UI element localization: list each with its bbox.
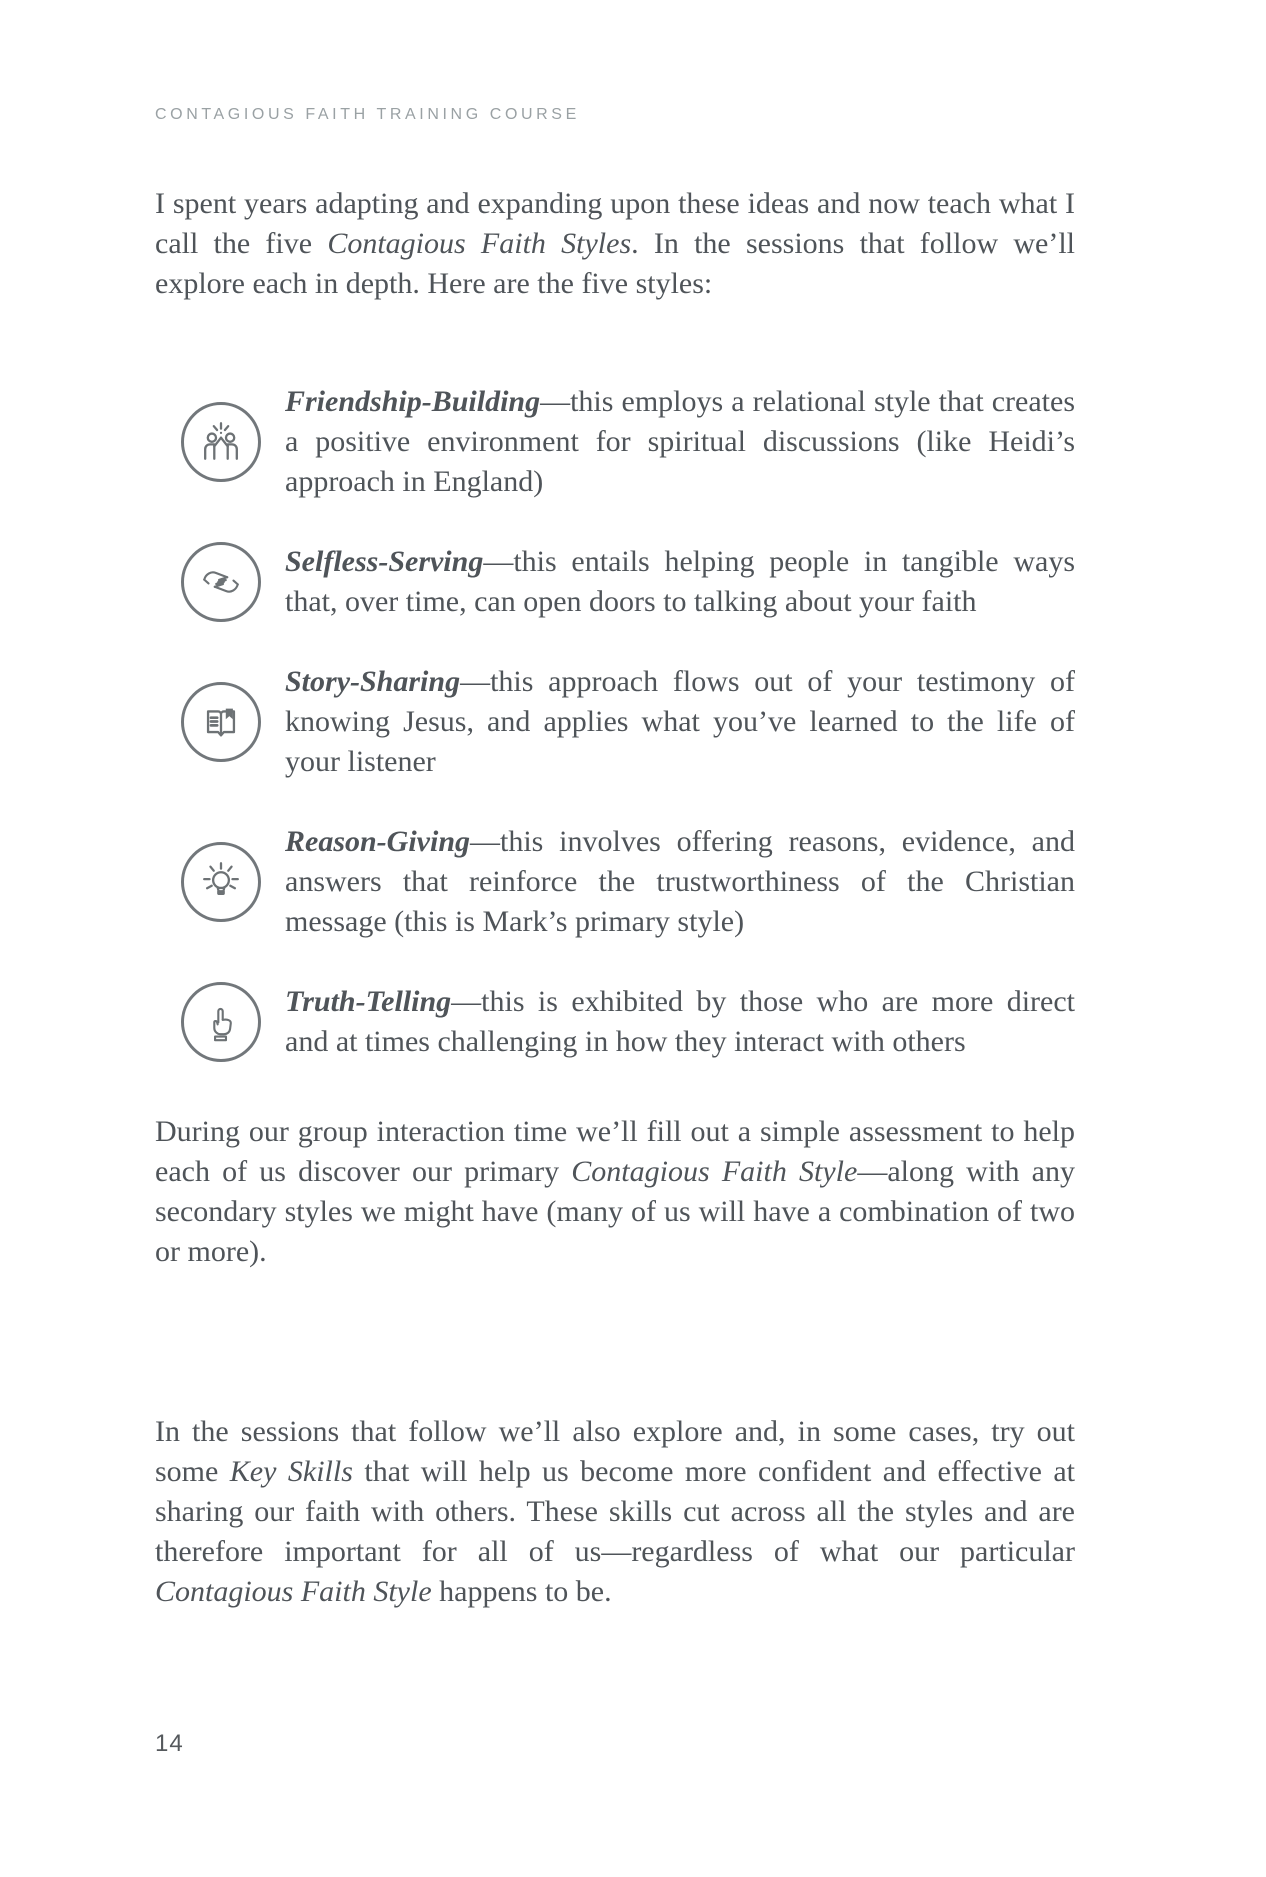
icon-circle <box>181 842 261 922</box>
list-item <box>155 822 1075 942</box>
para-seg: that will help us become more confident and effective at sharing our faith with others. These skills cut across all the styles and are therefore important for all of us—regardless of what our particular <box>155 1455 1076 1568</box>
page-number: 14 <box>155 1730 184 1757</box>
style-term: Friendship-Building <box>285 385 541 418</box>
para-seg: During our group interaction time we’ll fill out a simple assessment to help each of us discover our primary <box>155 1115 1075 1188</box>
italic-phrase: Contagious Faith Style <box>155 1575 432 1608</box>
lightbulb-rays-icon <box>198 859 244 905</box>
style-desc-text: —this employs a relational style that creates a positive environment for spiritual discussions (like Heidi’s approach in England) <box>285 385 1075 498</box>
styles-list <box>155 382 1075 1062</box>
helping-hands-icon <box>198 559 244 605</box>
style-term: Truth-Telling <box>285 985 452 1018</box>
pointing-hand-icon <box>198 999 244 1045</box>
style-description <box>285 382 1075 502</box>
key-skills-paragraph <box>155 1412 1075 1612</box>
list-item <box>155 382 1075 502</box>
para-seg: happens to be. <box>431 1575 612 1608</box>
icon-circle <box>181 402 261 482</box>
italic-phrase: Contagious Faith Styles <box>327 227 632 260</box>
style-desc-text: —this approach flows out of your testimony of knowing Jesus, and applies what you’ve learned to the life of your listener <box>285 665 1075 778</box>
style-icon-column <box>155 682 285 762</box>
list-item <box>155 662 1075 782</box>
intro-paragraph <box>155 184 1075 304</box>
style-desc-text: —this involves offering reasons, evidence, and answers that reinforce the trustworthiness of the Christian message (this is Mark’s primary style) <box>285 825 1075 938</box>
style-description <box>285 662 1075 782</box>
style-icon-column <box>155 842 285 922</box>
style-term: Reason-Giving <box>285 825 471 858</box>
list-item <box>155 982 1075 1062</box>
para-seg: In the sessions that follow we’ll also explore and, in some cases, try out some <box>155 1415 1075 1488</box>
icon-circle <box>181 982 261 1062</box>
style-icon-column <box>155 402 285 482</box>
intro-seg: I spent years adapting and expanding upon these ideas and now teach what I call the five <box>155 187 1075 260</box>
style-term: Selfless-Serving <box>285 545 484 578</box>
icon-circle <box>181 682 261 762</box>
style-description <box>285 822 1075 942</box>
italic-phrase: Key Skills <box>229 1455 353 1488</box>
high-five-people-icon <box>198 419 244 465</box>
open-book-bookmark-icon <box>198 699 244 745</box>
style-description <box>285 982 1075 1062</box>
intro-seg: . In the sessions that follow we’ll explore each in depth. Here are the five styles: <box>155 227 1075 300</box>
running-header: CONTAGIOUS FAITH TRAINING COURSE <box>155 106 580 123</box>
style-term: Story-Sharing <box>285 665 461 698</box>
icon-circle <box>181 542 261 622</box>
style-icon-column <box>155 982 285 1062</box>
list-item <box>155 542 1075 622</box>
para-seg: —along with any secondary styles we might have (many of us will have a combination of two or more). <box>155 1155 1075 1268</box>
assessment-paragraph <box>155 1112 1075 1272</box>
style-desc-text: —this entails helping people in tangible ways that, over time, can open doors to talking about your faith <box>285 545 1075 618</box>
style-icon-column <box>155 542 285 622</box>
italic-phrase: Contagious Faith Style <box>571 1155 858 1188</box>
page-content <box>155 0 1075 1642</box>
style-description <box>285 542 1075 622</box>
style-desc-text: —this is exhibited by those who are more direct and at times challenging in how they interact with others <box>285 985 1075 1058</box>
